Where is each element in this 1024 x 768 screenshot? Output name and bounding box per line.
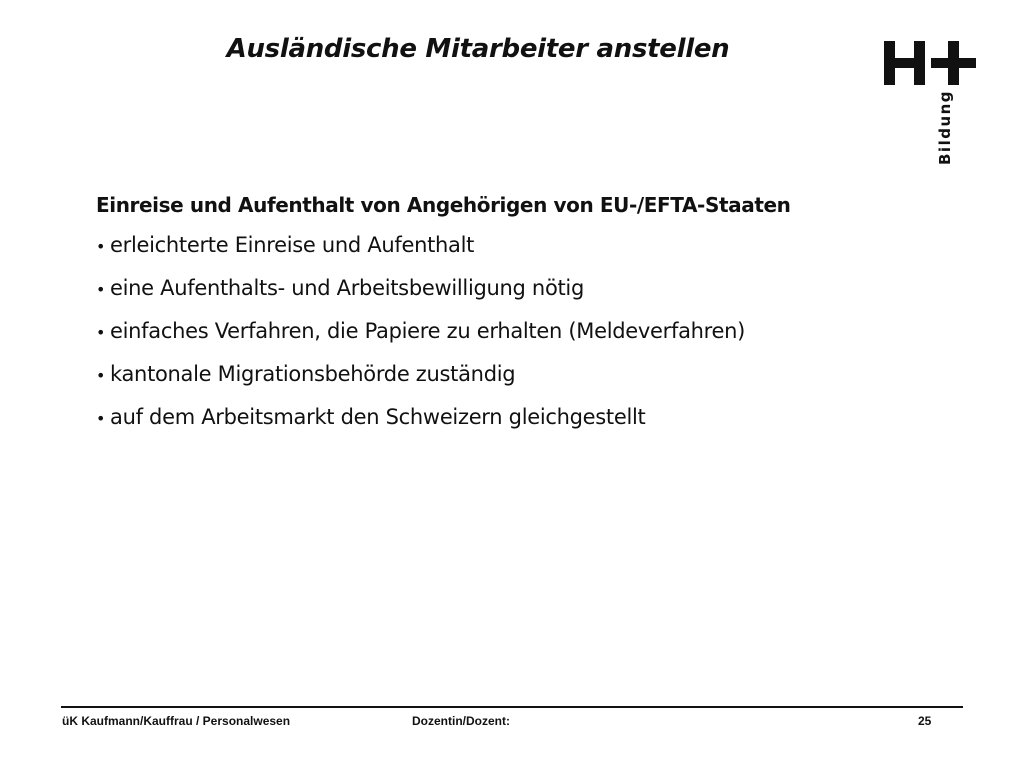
bullet-item [96, 316, 956, 348]
slide-title: Ausländische Mitarbeiter anstellen [226, 34, 730, 64]
bullet-item [96, 359, 956, 391]
slide-content [96, 190, 956, 445]
bullet-icon: • [96, 323, 106, 342]
bullet-item [96, 402, 956, 434]
footer-course: üK Kaufmann/Kauffrau / Personalwesen [62, 714, 291, 728]
bullet-text: einfaches Verfahren, die Papiere zu erhalten (Meldeverfahren) [110, 319, 746, 343]
footer-lecturer-label: Dozentin/Dozent: [412, 714, 510, 728]
bullet-icon: • [96, 237, 106, 256]
bullet-icon: • [96, 409, 106, 428]
page-number: 25 [918, 714, 932, 728]
footer-divider [61, 706, 963, 708]
bullet-icon: • [96, 366, 106, 385]
bullet-text: kantonale Migrationsbehörde zuständig [110, 362, 516, 386]
logo-wordmark: Bildung [936, 89, 954, 165]
bullet-item [96, 273, 956, 305]
bullet-text: eine Aufenthalts- und Arbeitsbewilligung nötig [110, 276, 584, 300]
slide-subtitle: Einreise und Aufenthalt von Angehörigen von EU-/EFTA-Staaten [96, 193, 791, 217]
bullet-item [96, 230, 956, 262]
bullet-list [96, 230, 956, 434]
h-plus-logo-icon [880, 38, 980, 168]
bullet-icon: • [96, 280, 106, 299]
bullet-text: erleichterte Einreise und Aufenthalt [110, 233, 475, 257]
bullet-text: auf dem Arbeitsmarkt den Schweizern gleichgestellt [110, 405, 646, 429]
